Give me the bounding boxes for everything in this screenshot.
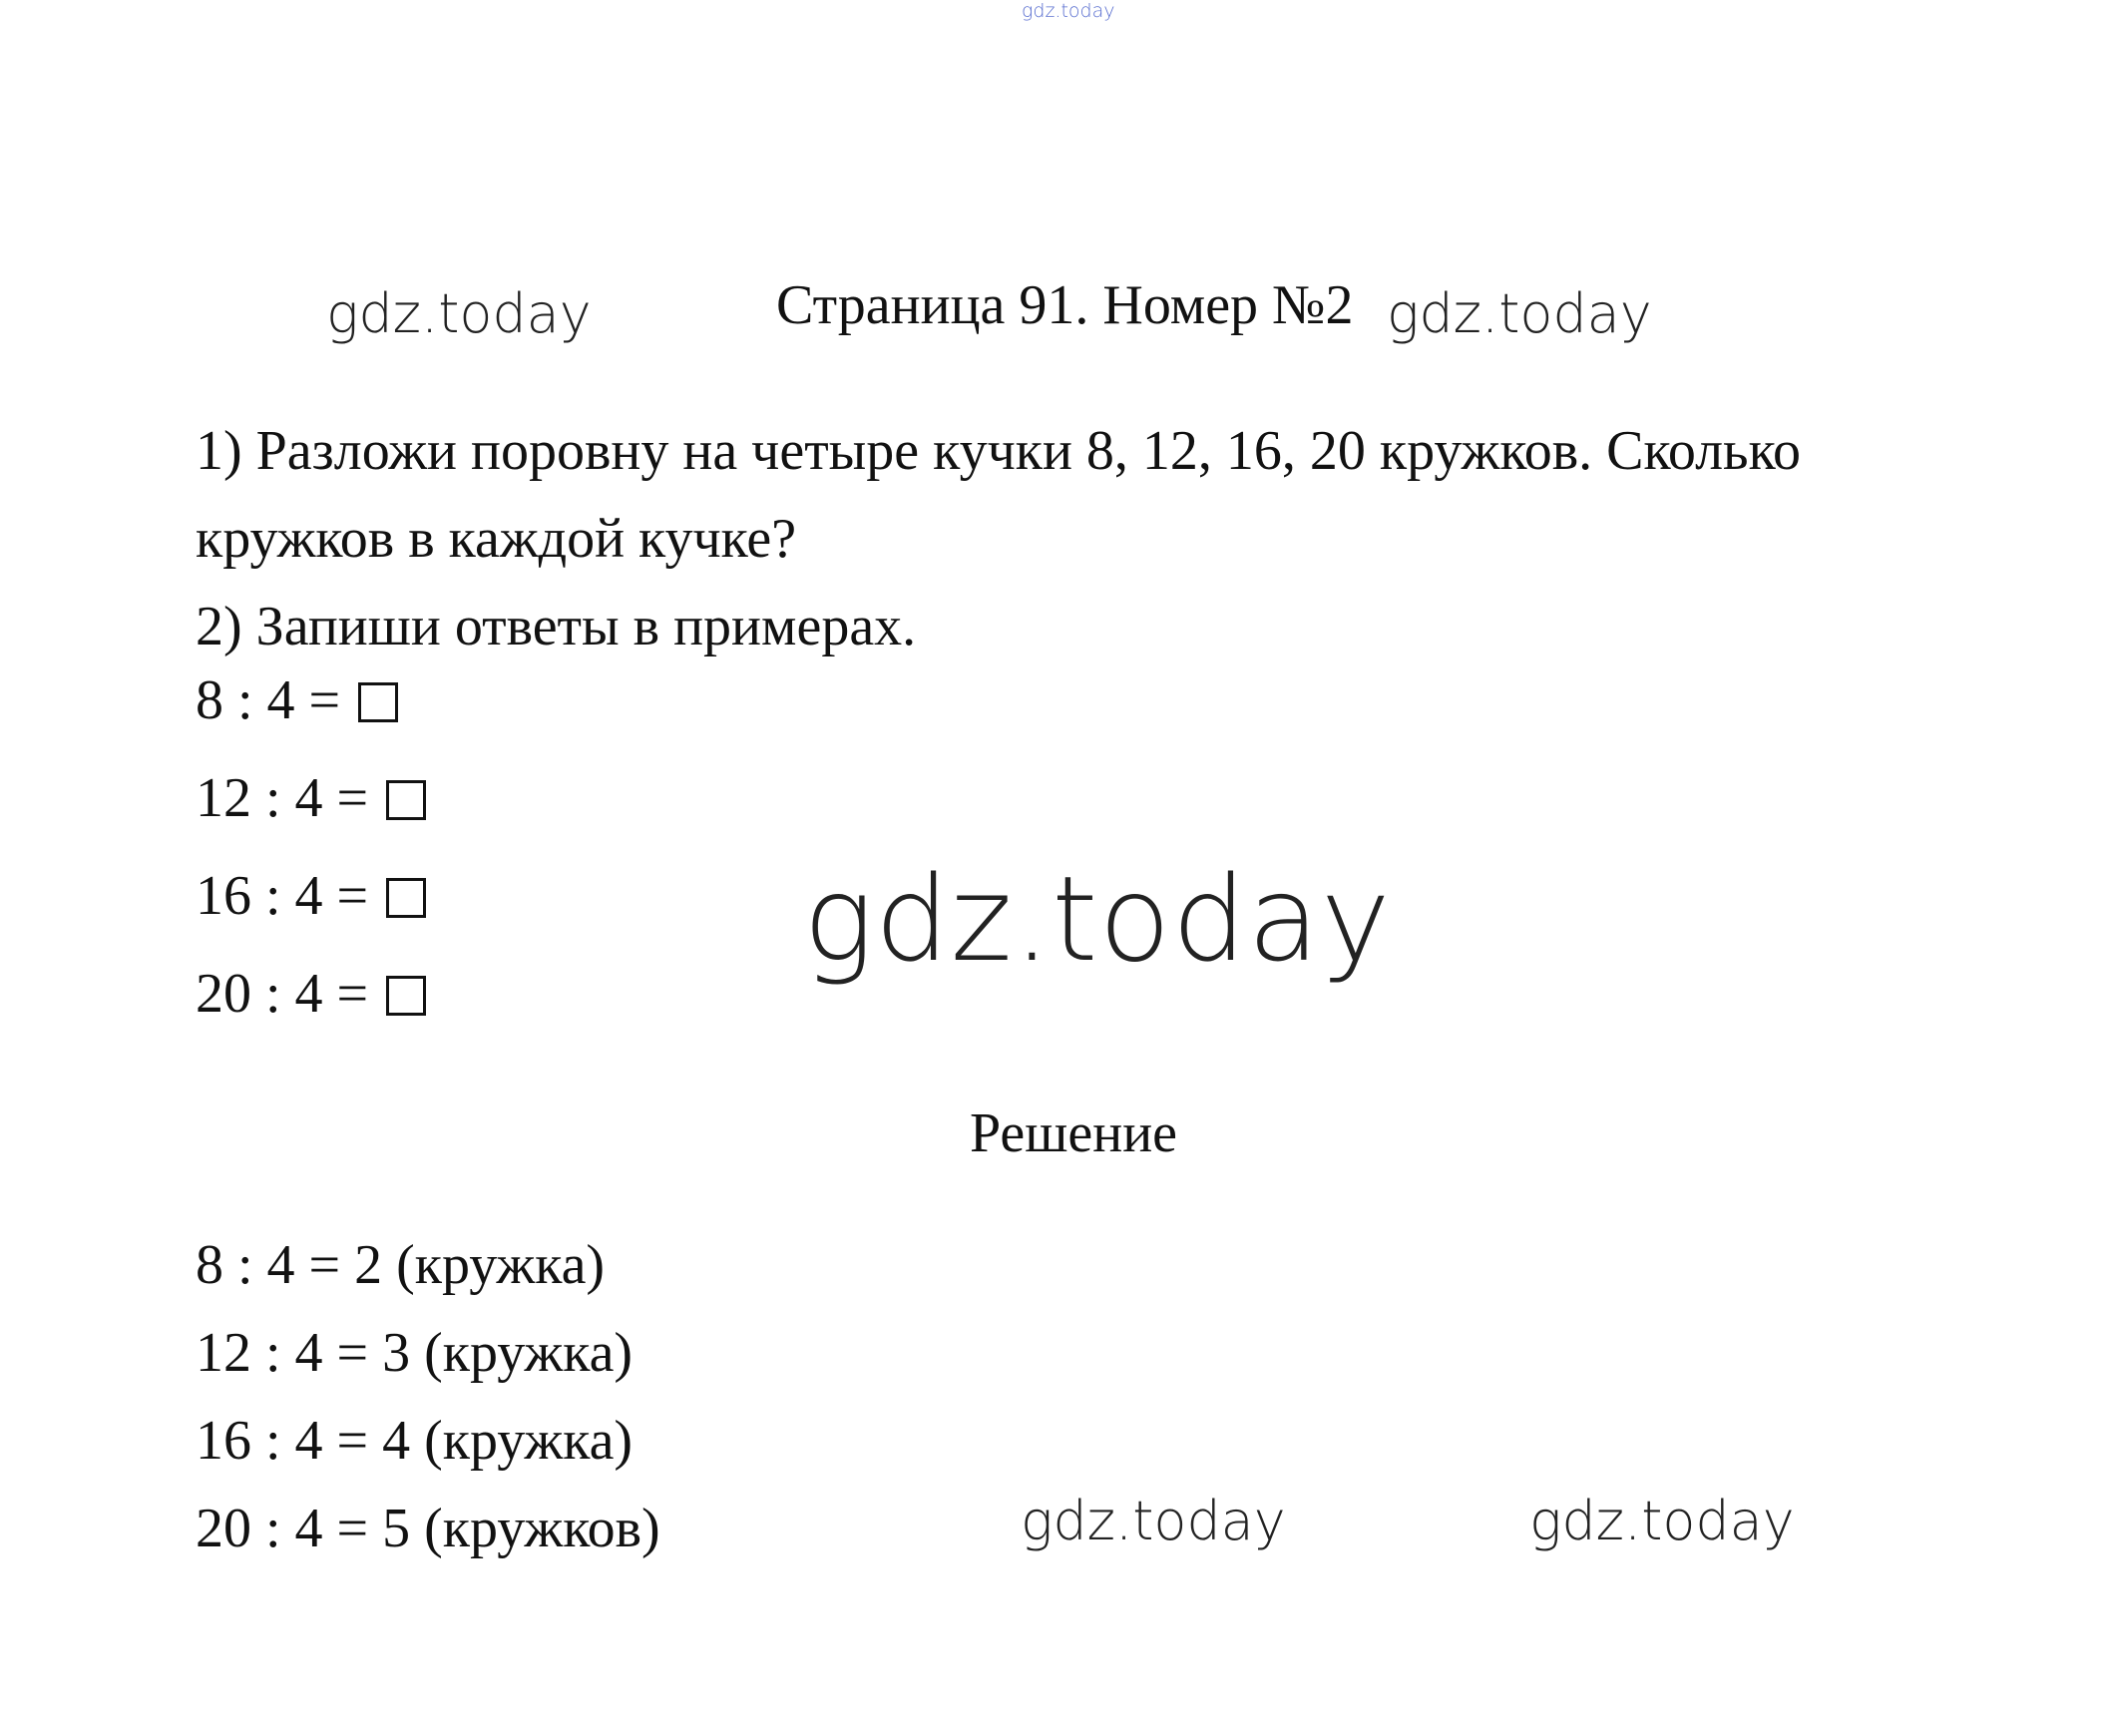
watermark-bottom-middle: gdz.today — [1021, 1490, 1286, 1552]
task-text — [196, 407, 1971, 670]
example-expression: 12 : 4 = — [196, 767, 369, 829]
watermark-left-header: gdz.today — [326, 282, 592, 345]
solution-list — [196, 1221, 660, 1572]
page-title: Страница 91. Номер №2 — [776, 274, 1354, 336]
answer-box — [386, 976, 426, 1016]
watermark-center: gdz.today — [803, 850, 1392, 988]
task-line-2: кружков в каждой кучке? — [196, 508, 797, 570]
example-row — [196, 670, 426, 768]
example-expression: 20 : 4 = — [196, 963, 369, 1025]
watermark-right-header: gdz.today — [1387, 282, 1652, 345]
examples-list — [196, 670, 426, 1062]
answer-box — [358, 682, 398, 722]
solution-line: 20 : 4 = 5 (кружков) — [196, 1498, 660, 1559]
watermark-bottom-right: gdz.today — [1529, 1490, 1795, 1552]
example-row — [196, 964, 426, 1062]
solution-line: 16 : 4 = 4 (кружка) — [196, 1410, 634, 1472]
solution-line: 8 : 4 = 2 (кружка) — [196, 1234, 606, 1296]
task-line-1: 1) Разложи поровну на четыре кучки 8, 12, 16, 20 кружков. Сколько — [196, 420, 1801, 482]
example-expression: 8 : 4 = — [196, 669, 341, 731]
example-row — [196, 768, 426, 866]
solution-title: Решение — [970, 1102, 1178, 1164]
task-line-3: 2) Запиши ответы в примерах. — [196, 596, 917, 657]
answer-box — [386, 780, 426, 820]
watermark-top: gdz.today — [1022, 0, 1115, 22]
answer-box — [386, 878, 426, 918]
example-row — [196, 866, 426, 964]
solution-line: 12 : 4 = 3 (кружка) — [196, 1322, 634, 1384]
example-expression: 16 : 4 = — [196, 865, 369, 927]
